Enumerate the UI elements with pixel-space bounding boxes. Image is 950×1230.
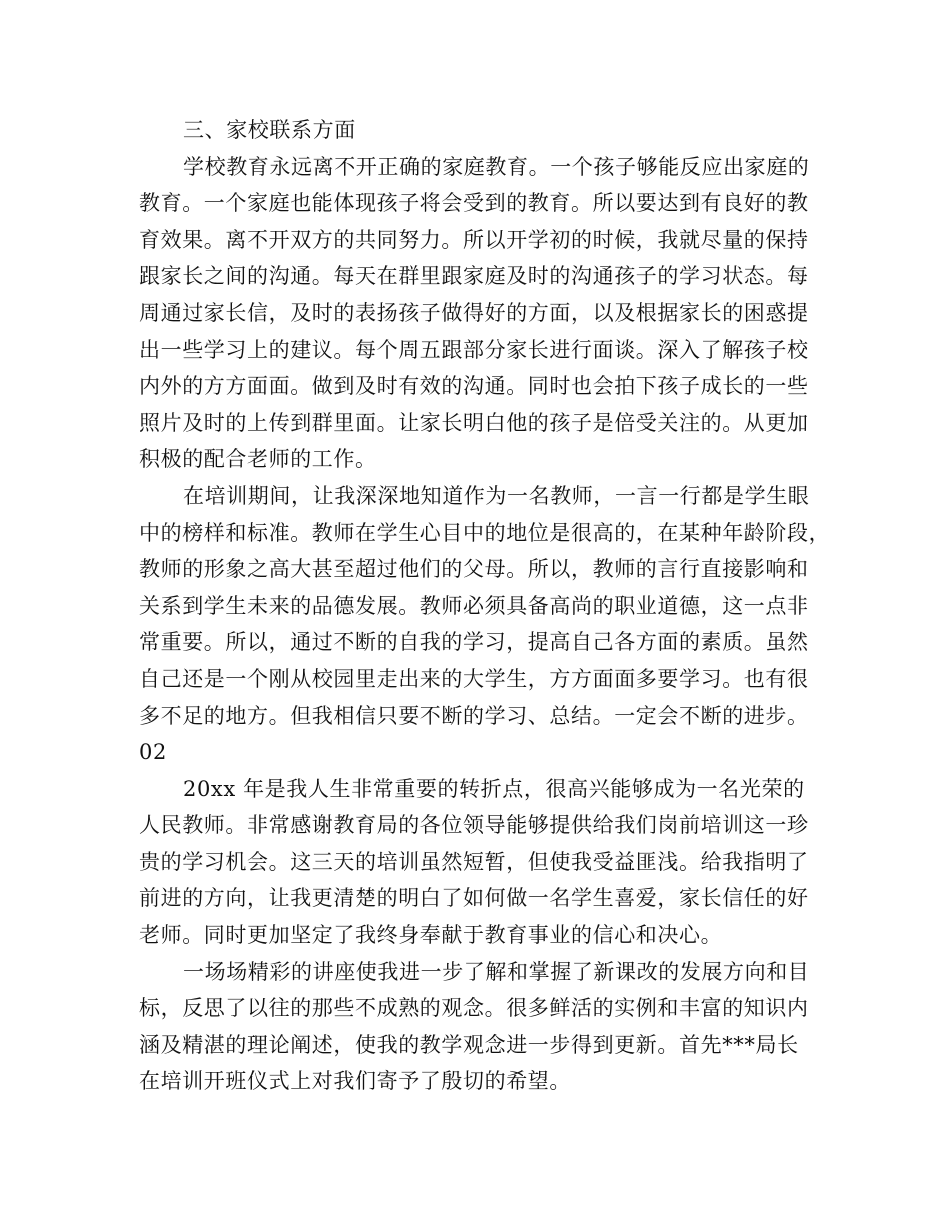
paragraph-line: 跟家长之间的沟通。每天在群里跟家庭及时的沟通孩子的学习状态。每 <box>139 264 809 289</box>
paragraph-line: 学校教育永远离不开正确的家庭教育。一个孩子够能反应出家庭的 <box>183 154 810 179</box>
paragraph-line: 老师。同时更加坚定了我终身奉献于教育事业的信心和决心。 <box>139 923 723 948</box>
paragraph-line: 一场场精彩的讲座使我进一步了解和掌握了新课改的发展方向和目 <box>183 959 810 984</box>
paragraph-line: 出一些学习上的建议。每个周五跟部分家长进行面谈。深入了解孩子校 <box>139 337 809 362</box>
paragraph-line: 贵的学习机会。这三天的培训虽然短暂，但使我受益匪浅。给我指明了 <box>139 849 809 874</box>
paragraph-line: 在培训期间，让我深深地知道作为一名教师，一言一行都是学生眼 <box>183 483 810 508</box>
paragraph-line: 关系到学生未来的品德发展。教师必须具备高尚的职业道德，这一点非 <box>139 593 809 618</box>
section-number: 02 <box>139 740 167 765</box>
paragraph-line: 内外的方方面面。做到及时有效的沟通。同时也会拍下孩子成长的一些 <box>139 374 809 399</box>
paragraph-line: 自己还是一个刚从校园里走出来的大学生，方方面面多要学习。也有很 <box>139 666 809 691</box>
document-body <box>139 112 831 1100</box>
paragraph-line: 前进的方向，让我更清楚的明白了如何做一名学生喜爱，家长信任的好 <box>139 886 809 911</box>
paragraph-line: 标，反思了以往的那些不成熟的观念。很多鲜活的实例和丰富的知识内 <box>139 996 809 1021</box>
paragraph-line: 20xx 年是我人生非常重要的转折点，很高兴能够成为一名光荣的 <box>183 776 805 801</box>
paragraph-line: 照片及时的上传到群里面。让家长明白他的孩子是倍受关注的。从更加 <box>139 410 809 435</box>
paragraph-line: 育效果。离不开双方的共同努力。所以开学初的时候，我就尽量的保持 <box>139 227 809 252</box>
paragraph-line: 人民教师。非常感谢教育局的各位领导能够提供给我们岗前培训这一珍 <box>139 813 809 838</box>
paragraph-line: 积极的配合老师的工作。 <box>139 447 377 472</box>
section-heading: 三、家校联系方面 <box>183 118 356 142</box>
paragraph-line: 周通过家长信，及时的表扬孩子做得好的方面，以及根据家长的困惑提 <box>139 300 809 325</box>
paragraph-line: 涵及精湛的理论阐述，使我的教学观念进一步得到更新。首先***局长 <box>139 1032 799 1057</box>
paragraph-line: 中的榜样和标准。教师在学生心目中的地位是很高的，在某种年龄阶段， <box>139 520 831 545</box>
paragraph-line: 多不足的地方。但我相信只要不断的学习、总结。一定会不断的进步。 <box>139 703 809 728</box>
paragraph-line: 教育。一个家庭也能体现孩子将会受到的教育。所以要达到有良好的教 <box>139 191 809 216</box>
paragraph-line: 教师的形象之高大甚至超过他们的父母。所以，教师的言行直接影响和 <box>139 557 809 582</box>
paragraph-line: 在培训开班仪式上对我们寄予了殷切的希望。 <box>139 1069 571 1094</box>
paragraph-line: 常重要。所以，通过不断的自我的学习，提高自己各方面的素质。虽然 <box>139 630 809 655</box>
